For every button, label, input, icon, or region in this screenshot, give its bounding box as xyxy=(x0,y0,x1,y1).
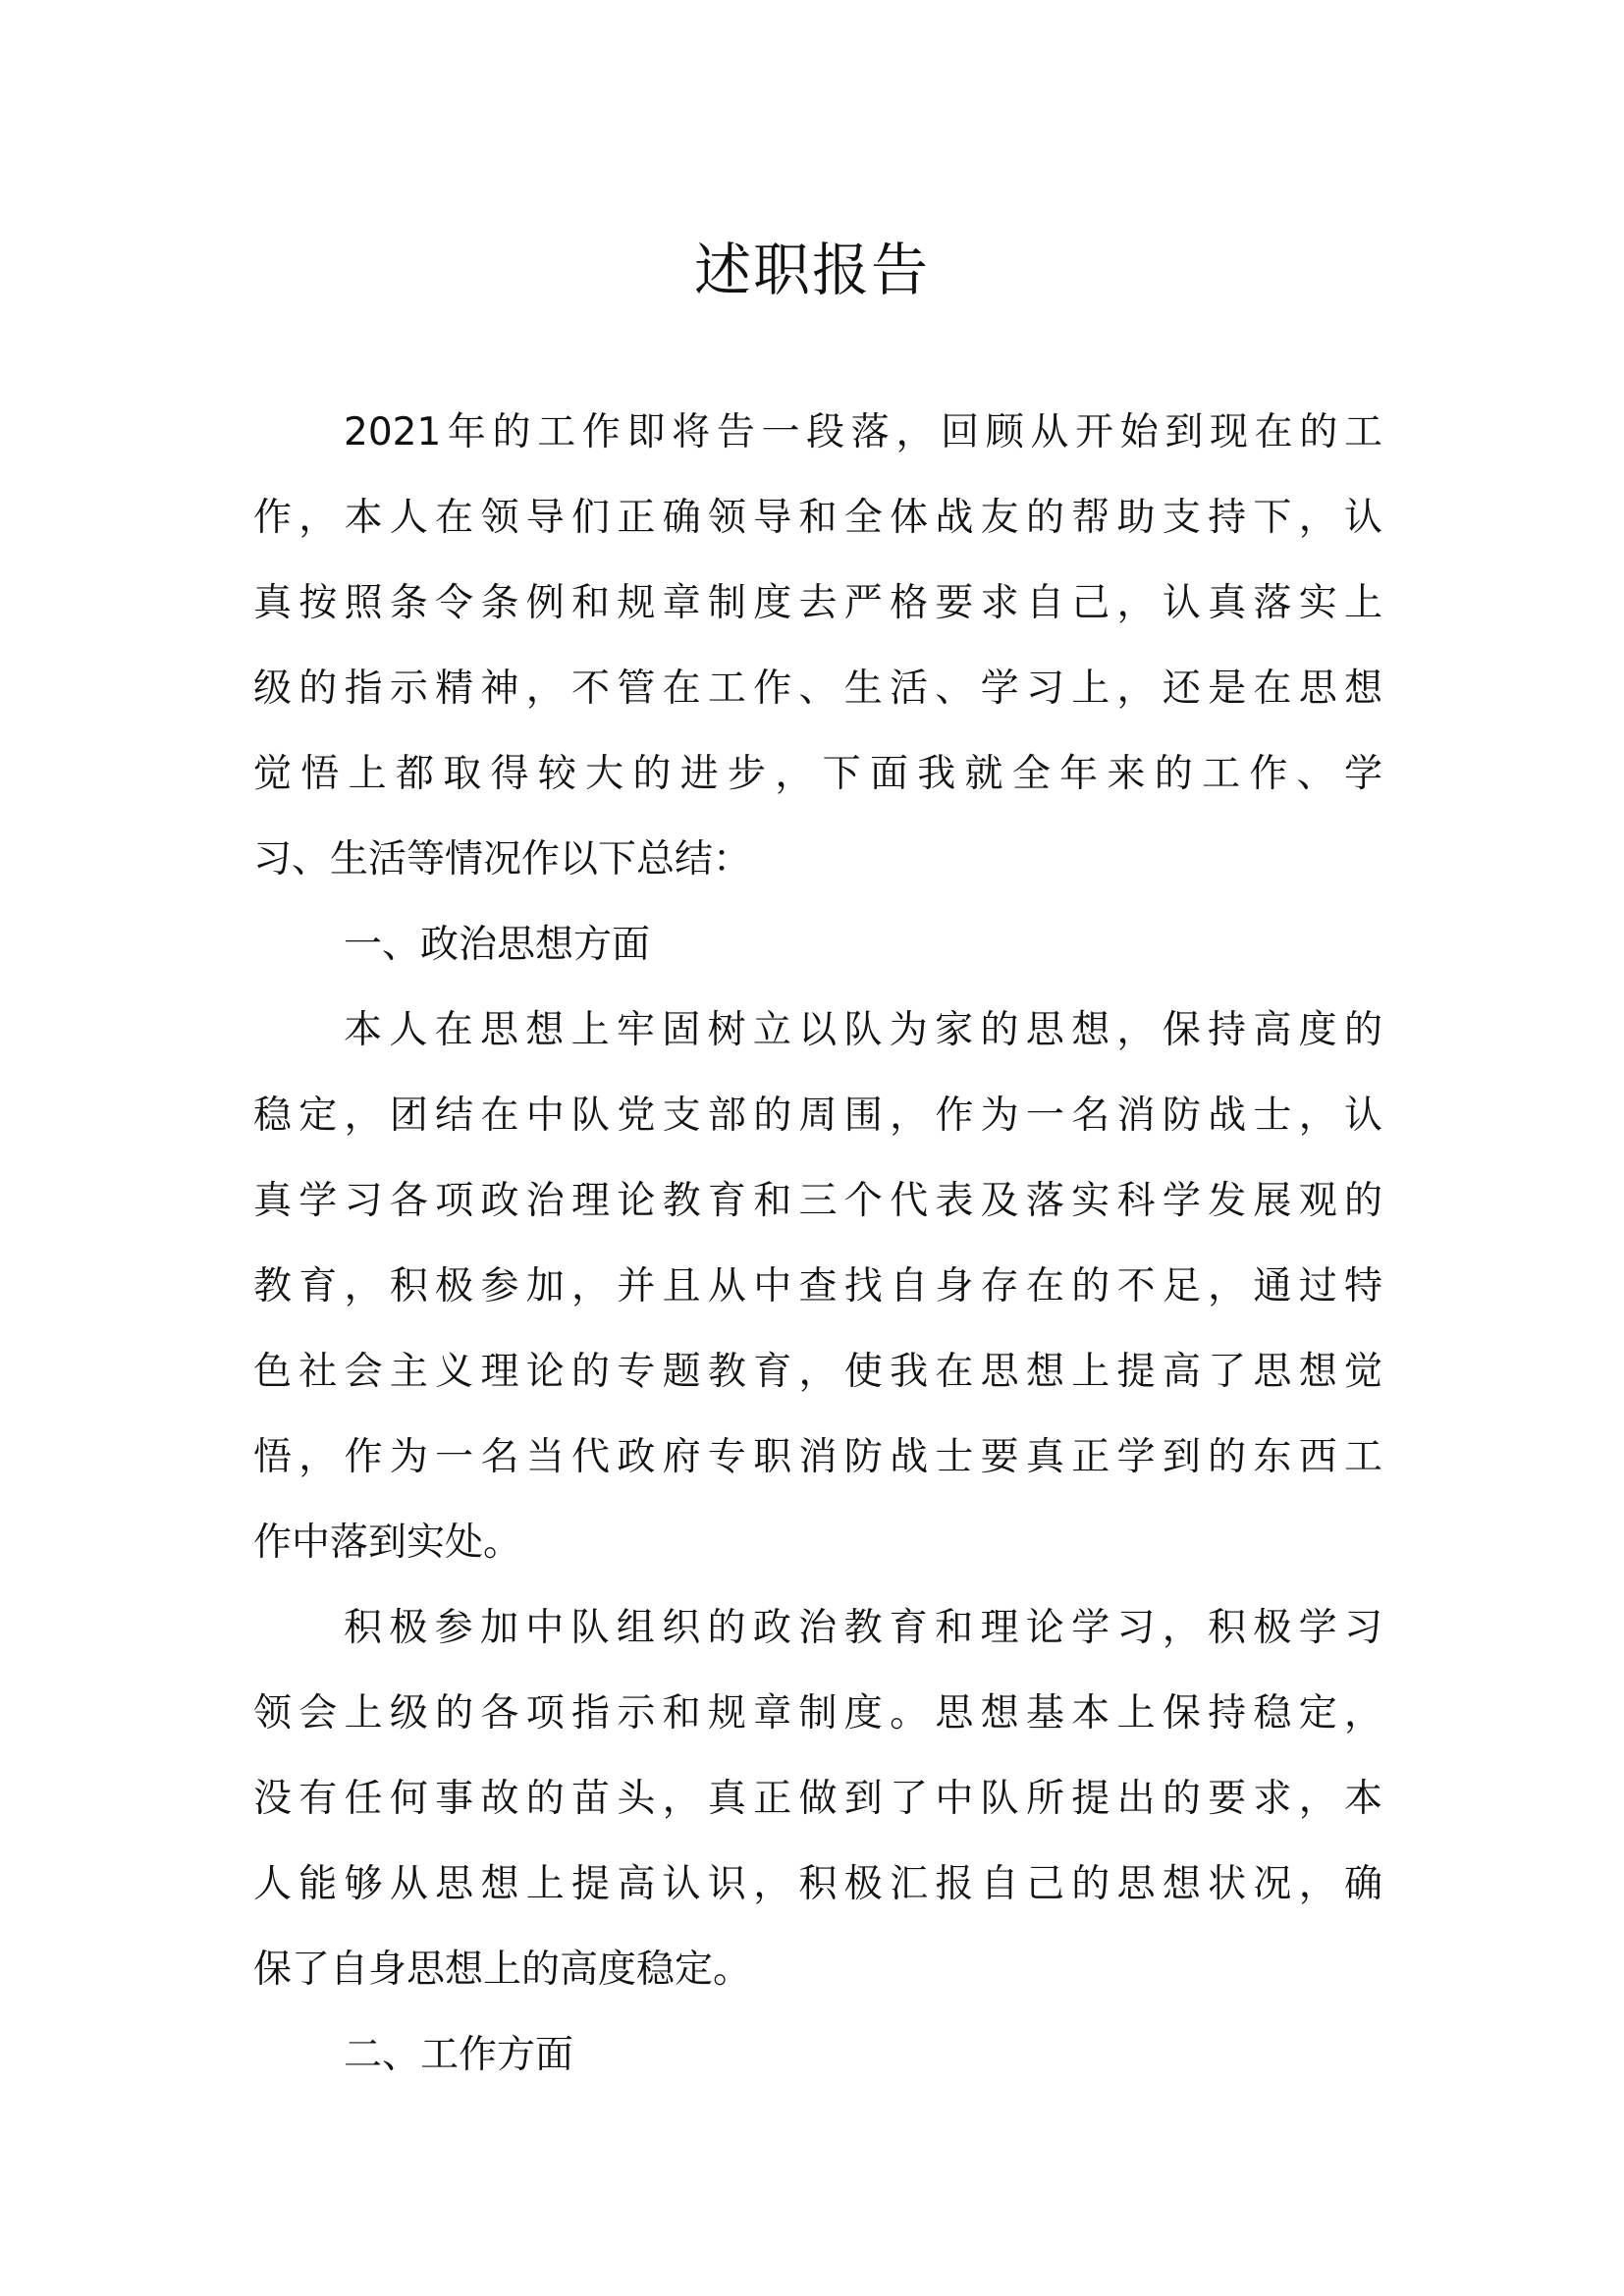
document-title: 述职报告 xyxy=(693,237,930,303)
text-line: 色社会主义理论的专题教育，使我在思想上提高了思想觉 xyxy=(253,1350,1382,1394)
document-body xyxy=(253,390,1382,2098)
text-line: 悟，作为一名当代政府专职消防战士要真正学到的东西工 xyxy=(253,1435,1382,1479)
text-line: 人能够从思想上提高认识，积极汇报自己的思想状况，确 xyxy=(253,1862,1382,1906)
section-heading xyxy=(253,2012,1382,2098)
text-line: 稳定，团结在中队党支部的周围，作为一名消防战士，认 xyxy=(253,1094,1382,1138)
text-line: 本人在思想上牢固树立以队为家的思想，保持高度的 xyxy=(344,1008,1382,1052)
text-line: 2021年的工作即将告一段落，回顾从开始到现在的工 xyxy=(344,410,1382,454)
text-line: 作，本人在领导们正确领导和全体战友的帮助支持下，认 xyxy=(253,496,1382,540)
text-line: 真按照条令条例和规章制度去严格要求自己，认真落实上 xyxy=(253,581,1382,625)
text-line: 没有任何事故的苗头，真正做到了中队所提出的要求，本 xyxy=(253,1777,1382,1821)
paragraph xyxy=(253,1585,1382,2012)
text-line: 教育，积极参加，并且从中查找自身存在的不足，通过特 xyxy=(253,1264,1382,1308)
paragraph xyxy=(253,390,1382,902)
text-line: 真学习各项政治理论教育和三个代表及落实科学发展观的 xyxy=(253,1179,1382,1223)
text-line: 一、政治思想方面 xyxy=(344,923,651,967)
text-line: 领会上级的各项指示和规章制度。思想基本上保持稳定， xyxy=(253,1691,1382,1735)
text-line: 级的指示精神，不管在工作、生活、学习上，还是在思想 xyxy=(253,667,1382,711)
text-line: 二、工作方面 xyxy=(344,2033,574,2077)
text-line: 保了自身思想上的高度稳定。 xyxy=(253,1948,752,1992)
text-line: 习、生活等情况作以下总结： xyxy=(253,837,752,881)
text-line: 积极参加中队组织的政治教育和理论学习，积极学习 xyxy=(344,1606,1382,1650)
text-line: 觉悟上都取得较大的进步，下面我就全年来的工作、学 xyxy=(253,752,1382,796)
paragraph xyxy=(253,988,1382,1585)
section-heading xyxy=(253,902,1382,988)
text-line: 作中落到实处。 xyxy=(253,1521,522,1565)
